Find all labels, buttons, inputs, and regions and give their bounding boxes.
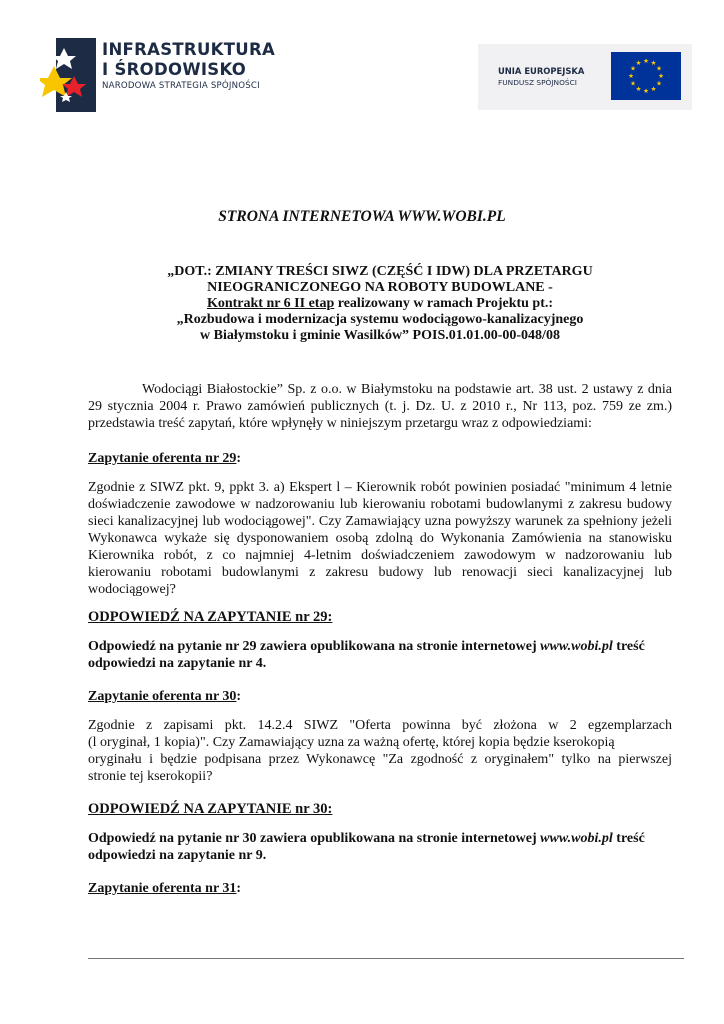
question-31-heading: Zapytanie oferenta nr 31:: [88, 881, 242, 896]
footer-divider: [88, 958, 684, 959]
subject-line-4: „Rozbudowa i modernizacja systemu wodociągowo-kanalizacyjnego: [176, 312, 584, 327]
eu-flag-icon: [611, 52, 681, 100]
page-header: [0, 0, 724, 140]
eu-cohesion-fund-logo: [478, 44, 692, 110]
logo-emblem-icon: [40, 36, 98, 114]
eu-star-icon: ★: [650, 86, 657, 94]
contract-label: Kontrakt nr 6 II etap: [206, 296, 335, 311]
eu-star-icon: ★: [630, 65, 636, 73]
question-30-heading: Zapytanie oferenta nr 30:: [88, 689, 242, 704]
eu-logo-line1: UNIA EUROPEJSKA: [498, 66, 585, 76]
eu-star-icon: ★: [658, 73, 664, 81]
eu-star-icon: ★: [643, 88, 649, 96]
subject-line-3-rest: realizowany w ramach Projektu pt.:: [334, 296, 554, 311]
logo-title-line1: INFRASTRUKTURA: [102, 40, 276, 59]
infrastruktura-srodowisko-logo: [40, 36, 280, 116]
answer-29-heading: ODPOWIEDŹ NA ZAPYTANIE nr 29:: [88, 609, 333, 625]
eu-star-icon: ★: [650, 60, 657, 68]
answer-30-text: Odpowiedź na pytanie nr 30 zawiera opublikowana na stronie internetowej www.wobi.pl treść odpowiedzi na zapytanie nr 9.: [88, 831, 645, 863]
eu-star-icon: ★: [635, 60, 642, 68]
question-30-text: Zgodnie z zapisami pkt. 14.2.4 SIWZ "Oferta powinna być złożona w 2 egzemplarzach (l oryginał, 1 kopia)". Czy Zamawiający uzna za ważną ofertę, której kopia będzie kserokopią oryginału i będzie podpisana przez Wykonawcę "Za zgodność z oryginałem" tylko na pierwszej stronie tej kserokopii?: [88, 718, 672, 784]
question-29-heading: Zapytanie oferenta nr 29:: [88, 451, 242, 466]
logo-title-line2: I ŚRODOWISKO: [102, 60, 247, 79]
eu-star-icon: ★: [630, 80, 636, 88]
eu-star-icon: ★: [643, 58, 649, 66]
site-title: STRONA INTERNETOWA WWW.WOBI.PL: [218, 208, 506, 225]
eu-star-icon: ★: [656, 80, 662, 88]
subject-line-1: „DOT.: ZMIANY TREŚCI SIWZ (CZĘŚĆ I IDW) DLA PRZETARGU: [167, 264, 593, 279]
subject-line-2: NIEOGRANICZONEGO NA ROBOTY BUDOWLANE -: [207, 280, 553, 295]
wobi-link[interactable]: www.wobi.pl: [540, 831, 613, 846]
eu-star-icon: ★: [656, 65, 662, 73]
eu-logo-line2: FUNDUSZ SPÓJNOŚCI: [498, 78, 577, 87]
question-29-text: Zgodnie z SIWZ pkt. 9, ppkt 3. a) Ekspert l – Kierownik robót powinien posiadać "minimum 4 letnie doświadczenie zawodowe w nadzorowaniu lub kierowaniu robotami budowlanymi z zakresu budowy sieci kanalizacyjnej lub wodociągowej". Czy Zamawiający uzna powyższy warunek za spełniony jeżeli Wykonawca wykaże się dysponowaniem osobą zdolną do Wykonania Zamówienia na stanowisku Kierownika robót, z co najmniej 4-letnim doświadczeniem zawodowym w nadzorowaniu lub kierowaniu robotami budowlanymi z zakresu budowy lub renowacji sieci kanalizacyjnej lub wodociągowej?: [88, 480, 672, 597]
logo-subtitle: NARODOWA STRATEGIA SPÓJNOŚCI: [102, 81, 260, 91]
intro-paragraph: Wodociągi Białostockie” Sp. z o.o. w Białymstoku na podstawie art. 38 ust. 2 ustawy z dnia 29 stycznia 2004 r. Prawo zamówień publicznych (t. j. Dz. U. z 2010 r., Nr 113, poz. 759 ze zm.) przedstawia treść zapytań, które wpłynęły w niniejszym przetargu wraz z odpowiedziami:: [88, 382, 672, 431]
subject-line-3: [120, 296, 640, 312]
eu-star-icon: ★: [635, 86, 642, 94]
answer-30-heading: ODPOWIEDŹ NA ZAPYTANIE nr 30:: [88, 801, 333, 817]
subject-line-5: w Białymstoku i gminie Wasilków” POIS.01.01.00-00-048/08: [200, 328, 560, 343]
wobi-link[interactable]: www.wobi.pl: [540, 639, 613, 654]
answer-29-text: Odpowiedź na pytanie nr 29 zawiera opublikowana na stronie internetowej www.wobi.pl treść odpowiedzi na zapytanie nr 4.: [88, 639, 645, 671]
subject-block: [120, 264, 640, 344]
eu-star-icon: ★: [628, 73, 634, 81]
